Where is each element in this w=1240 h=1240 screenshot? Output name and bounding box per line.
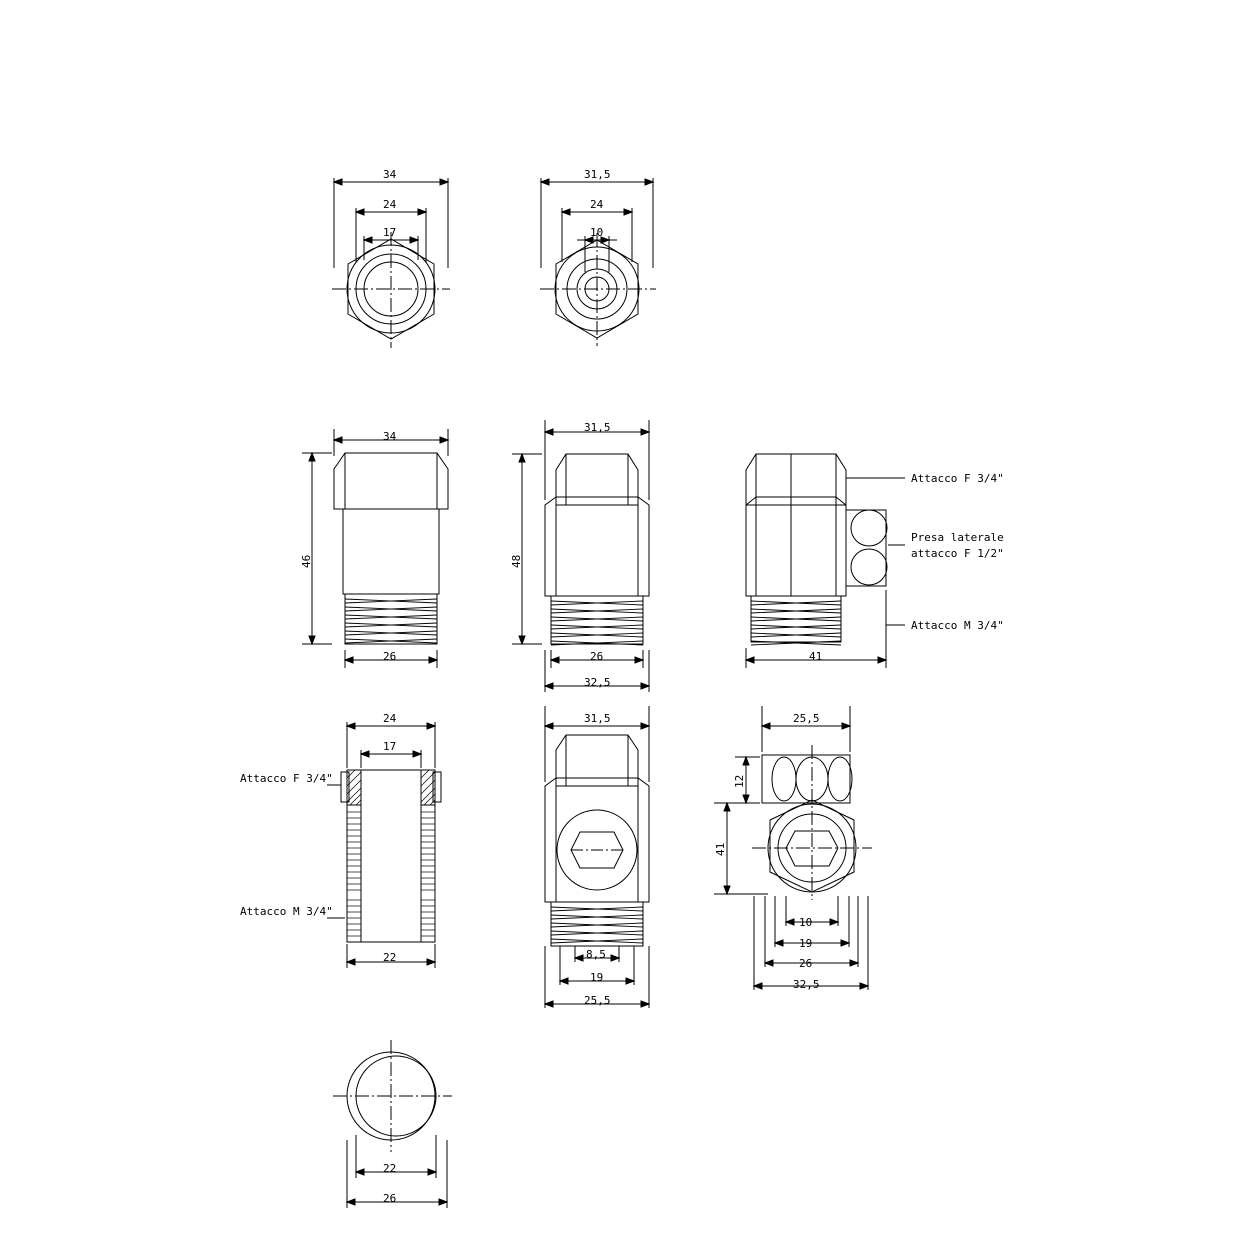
dim-325-mid-center: 32,5 [584, 676, 611, 689]
dim-19-bot-right: 19 [799, 937, 813, 950]
dim-325-bot-right: 32,5 [793, 978, 820, 991]
dim-26-bot-right: 26 [799, 957, 813, 970]
annotation-presa-laterale: Presa laterale [911, 531, 1004, 544]
dim-10-bot-right: 10 [799, 916, 813, 929]
view-bot-left [327, 722, 441, 968]
dim-10-top-right: 10 [590, 226, 604, 239]
dim-26-mid-center: 26 [590, 650, 604, 663]
dim-34-mid-left: 34 [383, 430, 397, 443]
annotation-attacco-f-12: attacco F 1/2" [911, 547, 1004, 560]
dim-315-mid-center: 31,5 [584, 421, 611, 434]
view-mid-center [512, 420, 649, 692]
dim-255-bot-right: 25,5 [793, 712, 820, 725]
dim-26-mid-left: 26 [383, 650, 397, 663]
dim-22-bottom: 22 [383, 1162, 397, 1175]
dim-34-top-left: 34 [383, 168, 397, 181]
view-mid-left [302, 429, 448, 668]
view-bottom [333, 1040, 452, 1208]
dim-12-bot-right: 12 [733, 774, 746, 788]
dim-24-top-left: 24 [383, 198, 397, 211]
dim-41-mid-right: 41 [809, 650, 823, 663]
dim-41-bot-right: 41 [714, 842, 727, 856]
dim-26-bottom: 26 [383, 1192, 397, 1205]
dim-24-top-right: 24 [590, 198, 604, 211]
annotation-attacco-f-34-right: Attacco F 3/4" [911, 472, 1004, 485]
dim-17-top-left: 17 [383, 226, 397, 239]
view-bot-right [714, 706, 872, 990]
annotation-attacco-f-34-left: Attacco F 3/4" [240, 772, 333, 785]
view-bot-center [545, 706, 649, 1008]
view-mid-right [746, 454, 905, 668]
dim-22-bot-left: 22 [383, 951, 397, 964]
dim-46-mid-left: 46 [300, 554, 313, 568]
annotation-attacco-m-34-right: Attacco M 3/4" [911, 619, 1004, 632]
dim-85-bot-center: 8,5 [586, 948, 606, 961]
dim-315-bot-center: 31,5 [584, 712, 611, 725]
dim-19-bot-center: 19 [590, 971, 604, 984]
dim-17-bot-left: 17 [383, 740, 397, 753]
dim-48-mid-center: 48 [510, 554, 523, 568]
dim-255-bot-center: 25,5 [584, 994, 611, 1007]
annotation-attacco-m-34-left: Attacco M 3/4" [240, 905, 333, 918]
dim-315-top-right: 31,5 [584, 168, 611, 181]
dim-24-bot-left: 24 [383, 712, 397, 725]
